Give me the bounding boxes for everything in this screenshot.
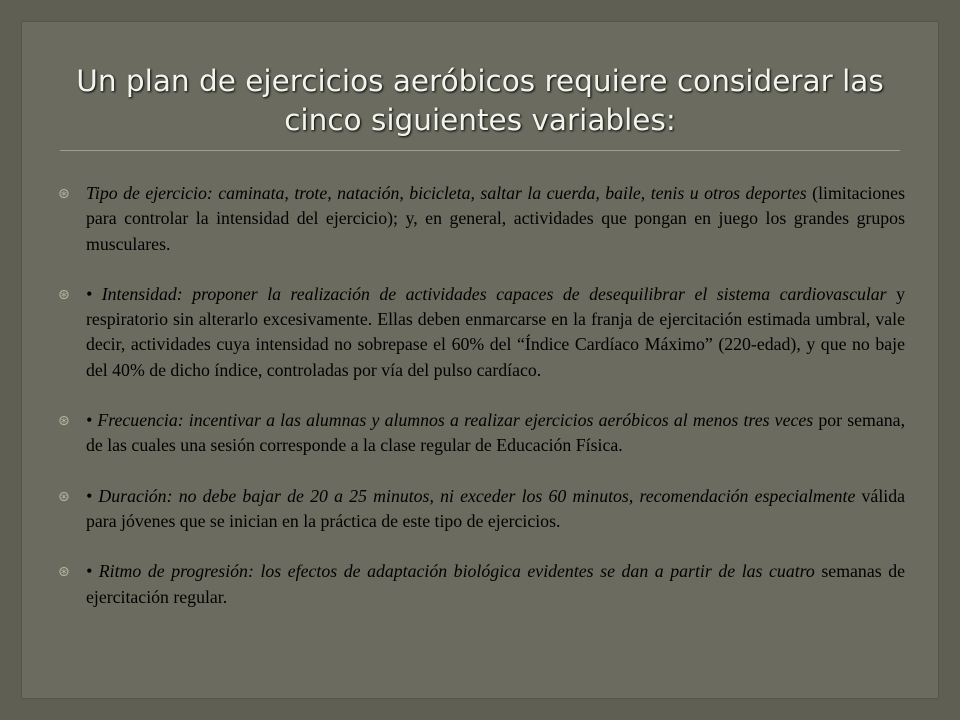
title-divider	[60, 150, 900, 151]
item-emphasis: Tipo de ejercicio: caminata, trote, natación, bicicleta, saltar la cuerda, baile, tenis u otros deportes	[86, 183, 807, 203]
item-text: válida para jóvenes que se inician en la práctica de este tipo de ejercicios.	[86, 485, 905, 531]
item-emphasis: • Ritmo de progresión: los efectos de adaptación biológica evidentes se dan a partir de las cuatro	[86, 561, 815, 582]
item-emphasis: • Intensidad: proponer la realización de actividades capaces de desequilibrar el sistema cardiovascular	[86, 283, 887, 304]
variables-list	[58, 181, 905, 635]
item-text: por semana, de las cuales una sesión corresponde a la clase regular de Educación Física.	[86, 410, 906, 456]
list-item	[58, 559, 905, 610]
bullet-icon: ⊛	[58, 286, 70, 303]
list-item	[58, 408, 905, 459]
item-emphasis: • Frecuencia: incentivar a las alumnas y alumnos a realizar ejercicios aeróbicos al menos tres veces	[86, 410, 814, 431]
item-emphasis: • Duración: no debe bajar de 20 a 25 minutos, ni exceder los 60 minutos, recomendación especialmente	[86, 485, 856, 506]
list-item	[58, 484, 905, 535]
list-item	[58, 181, 905, 257]
slide-title: Un plan de ejercicios aeróbicos requiere considerar las cinco siguientes variables:	[76, 64, 884, 137]
item-text: semanas de ejercitación regular.	[86, 561, 905, 607]
bullet-icon: ⊛	[58, 186, 70, 202]
list-item	[58, 282, 905, 383]
bullet-icon: ⊛	[58, 413, 70, 430]
item-text: y respiratorio sin alterarlo excesivamente. Ellas deben enmarcarse en la franja de ejercitación estimada umbral, vale decir, actividades cuya intensidad no sobrepase el 60% del “Índice Cardíaco Máximo” (220-edad), y que no baje del 40% de dicho índice, controladas por vía del pulso cardíaco.	[86, 283, 905, 380]
bullet-icon: ⊛	[58, 564, 70, 581]
item-text: (limitaciones para controlar la intensidad del ejercicio); y, en general, actividades que pongan en juego los grandes grupos musculares.	[86, 183, 905, 254]
bullet-icon: ⊛	[58, 488, 70, 505]
